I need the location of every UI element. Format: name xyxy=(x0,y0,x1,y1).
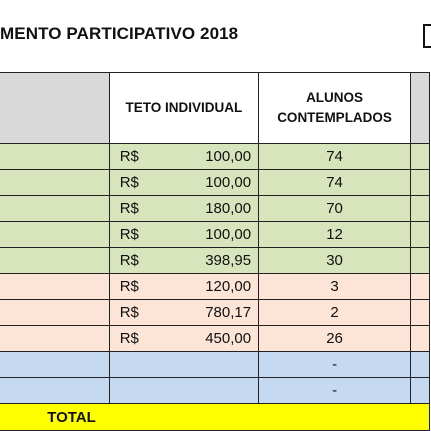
currency-symbol: R$ xyxy=(119,278,139,295)
extra-cell[interactable] xyxy=(411,352,430,378)
alunos-count: 12 xyxy=(326,226,343,243)
extra-cell[interactable] xyxy=(411,170,430,196)
teto-individual-cell[interactable] xyxy=(109,274,258,300)
table-row xyxy=(0,326,430,352)
row-label-cell[interactable] xyxy=(0,352,109,378)
teto-amount: 780,17 xyxy=(205,304,252,321)
alunos-count: 70 xyxy=(326,200,343,217)
alunos-contemplados-cell[interactable] xyxy=(259,196,411,222)
alunos-count: - xyxy=(332,356,338,373)
extra-cell[interactable] xyxy=(411,144,430,170)
total-label: TOTAL xyxy=(47,408,96,426)
money-value xyxy=(110,200,258,217)
currency-symbol: R$ xyxy=(119,304,139,321)
alunos-contemplados-cell[interactable] xyxy=(259,378,411,404)
teto-amount: 100,00 xyxy=(205,226,252,243)
currency-symbol: R$ xyxy=(119,252,139,269)
table-row xyxy=(0,196,430,222)
currency-symbol: R$ xyxy=(119,200,139,217)
teto-amount: 120,00 xyxy=(205,278,252,295)
table-row xyxy=(0,274,430,300)
header-cell-label[interactable] xyxy=(0,73,109,144)
alunos-count: - xyxy=(332,382,338,399)
teto-amount: 450,00 xyxy=(205,330,252,347)
row-label-cell[interactable] xyxy=(0,300,109,326)
teto-individual-cell[interactable] xyxy=(109,326,258,352)
alunos-contemplados-cell[interactable] xyxy=(259,352,411,378)
currency-symbol: R$ xyxy=(119,174,139,191)
alunos-count: 3 xyxy=(330,278,339,295)
header-alunos-line1: ALUNOS xyxy=(306,90,364,105)
extra-cell[interactable] xyxy=(411,222,430,248)
header-alunos-line2: CONTEMPLADOS xyxy=(277,110,392,125)
header-cell-alunos-contemplados[interactable] xyxy=(259,73,411,144)
currency-symbol: R$ xyxy=(119,148,139,165)
cell-box-fragment xyxy=(423,24,431,48)
alunos-contemplados-cell[interactable] xyxy=(259,274,411,300)
alunos-count: 30 xyxy=(326,252,343,269)
money-value xyxy=(110,226,258,243)
table-row xyxy=(0,300,430,326)
teto-amount: 100,00 xyxy=(205,174,252,191)
teto-amount: 398,95 xyxy=(205,252,252,269)
currency-symbol: R$ xyxy=(119,226,139,243)
total-cell[interactable] xyxy=(0,404,430,431)
currency-symbol: R$ xyxy=(119,330,139,347)
alunos-contemplados-cell[interactable] xyxy=(259,144,411,170)
money-value xyxy=(110,330,258,347)
teto-individual-cell[interactable] xyxy=(109,300,258,326)
sheet-title: MENTO PARTICIPATIVO 2018 xyxy=(0,24,239,43)
row-label-cell[interactable] xyxy=(0,248,109,274)
alunos-contemplados-cell[interactable] xyxy=(259,222,411,248)
extra-cell[interactable] xyxy=(411,326,430,352)
extra-cell[interactable] xyxy=(411,378,430,404)
budget-table xyxy=(0,72,430,431)
row-label-cell[interactable] xyxy=(0,144,109,170)
alunos-count: 74 xyxy=(326,148,343,165)
teto-individual-cell[interactable] xyxy=(109,144,258,170)
money-value xyxy=(110,174,258,191)
money-value xyxy=(110,278,258,295)
row-label-cell[interactable] xyxy=(0,274,109,300)
table-row xyxy=(0,378,430,404)
row-label-cell[interactable] xyxy=(0,326,109,352)
row-label-cell[interactable] xyxy=(0,170,109,196)
teto-individual-cell[interactable] xyxy=(109,352,258,378)
row-label-cell[interactable] xyxy=(0,222,109,248)
teto-amount: 100,00 xyxy=(205,148,252,165)
money-value xyxy=(110,304,258,321)
extra-cell[interactable] xyxy=(411,274,430,300)
table-row xyxy=(0,144,430,170)
table-row xyxy=(0,248,430,274)
teto-individual-cell[interactable] xyxy=(109,196,258,222)
teto-individual-cell[interactable] xyxy=(109,170,258,196)
alunos-contemplados-cell[interactable] xyxy=(259,248,411,274)
teto-amount: 180,00 xyxy=(205,200,252,217)
header-teto-text: TETO INDIVIDUAL xyxy=(125,100,243,115)
extra-cell[interactable] xyxy=(411,300,430,326)
money-value xyxy=(110,148,258,165)
money-value xyxy=(110,252,258,269)
teto-individual-cell[interactable] xyxy=(109,378,258,404)
table-row xyxy=(0,170,430,196)
total-row xyxy=(0,404,430,431)
table-row xyxy=(0,352,430,378)
extra-cell[interactable] xyxy=(411,248,430,274)
row-label-cell[interactable] xyxy=(0,196,109,222)
alunos-count: 74 xyxy=(326,174,343,191)
alunos-contemplados-cell[interactable] xyxy=(259,300,411,326)
teto-individual-cell[interactable] xyxy=(109,222,258,248)
alunos-contemplados-cell[interactable] xyxy=(259,326,411,352)
extra-cell[interactable] xyxy=(411,196,430,222)
teto-individual-cell[interactable] xyxy=(109,248,258,274)
table-header-row xyxy=(0,73,430,144)
alunos-contemplados-cell[interactable] xyxy=(259,170,411,196)
row-label-cell[interactable] xyxy=(0,378,109,404)
header-alunos-text xyxy=(277,88,392,128)
alunos-count: 26 xyxy=(326,330,343,347)
header-cell-teto-individual[interactable] xyxy=(109,73,258,144)
alunos-count: 2 xyxy=(330,304,339,321)
header-cell-extra[interactable] xyxy=(411,73,430,144)
table-row xyxy=(0,222,430,248)
